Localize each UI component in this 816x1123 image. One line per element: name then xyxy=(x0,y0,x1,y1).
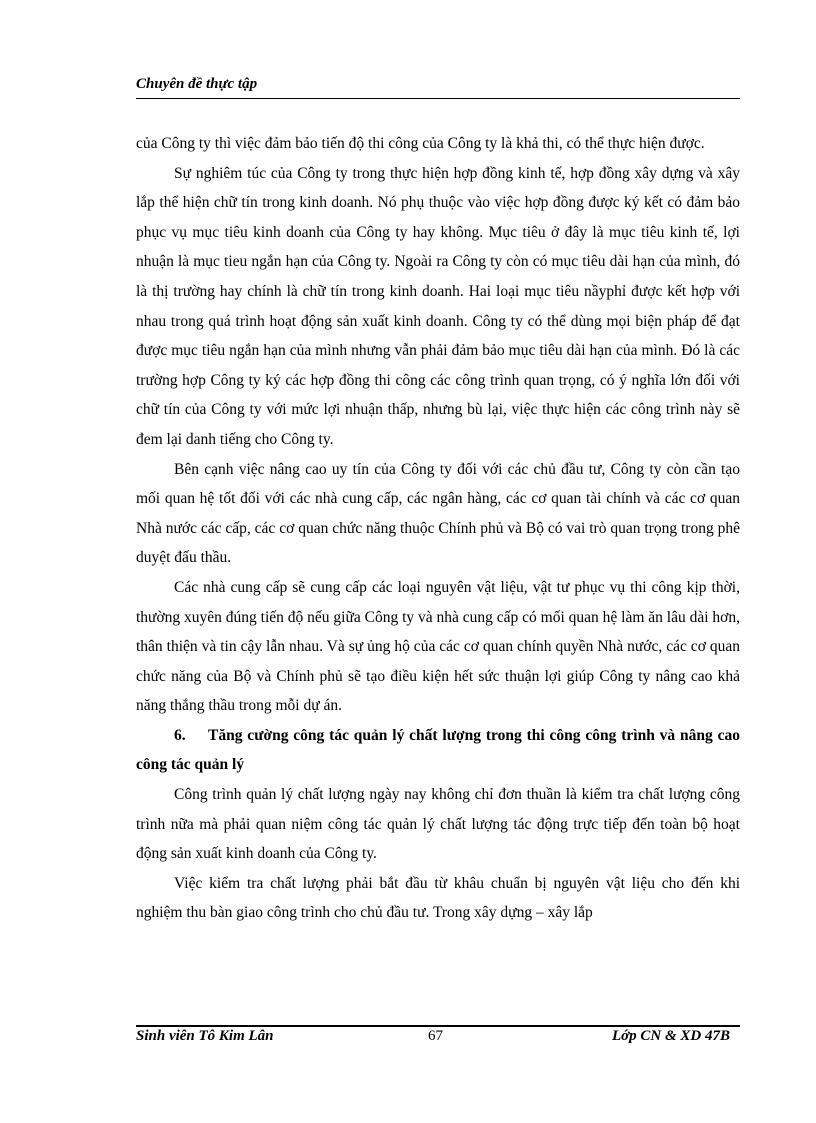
header-title: Chuyên đề thực tập xyxy=(136,76,258,92)
page-footer xyxy=(136,1028,740,1052)
paragraph: Các nhà cung cấp sẽ cung cấp các loại nguyên vật liệu, vật tư phục vụ thi công kịp thời, thường xuyên đúng tiến độ nếu giữa Công ty và nhà cung cấp có mối quan hệ làm ăn lâu dài hơn, thân thiện và tin cậy lẫn nhau. Và sự ủng hộ của các cơ quan chính quyền Nhà nước, các cơ quan chức năng của Bộ và Chính phủ sẽ tạo điều kiện hết sức thuận lợi giúp Công ty nâng cao khả năng thắng thầu trong mỗi dự án. xyxy=(136,578,740,715)
document-body xyxy=(136,129,740,928)
paragraph: Công trình quản lý chất lượng ngày nay không chỉ đơn thuần là kiểm tra chất lượng công trình nữa mà phải quan niệm công tác quản lý chất lượng tác động trực tiếp đến toàn bộ hoạt động sản xuất kinh doanh của Công ty. xyxy=(136,786,740,863)
section-heading-text: Tăng cường công tác quản lý chất lượng trong thi công công trình và nâng cao công tác quản lý xyxy=(136,726,740,774)
section-heading xyxy=(136,721,740,780)
paragraph-continuation: của Công ty thì việc đảm bảo tiến độ thi công của Công ty là khả thi, có thể thực hiện được. xyxy=(136,135,705,152)
page-number: 67 xyxy=(428,1028,443,1044)
paragraph: Việc kiểm tra chất lượng phải bắt đầu từ khâu chuẩn bị nguyên vật liệu cho đến khi nghiệm thu bàn giao công trình cho chủ đầu tư. Trong xây dựng – xây lắp xyxy=(136,874,740,922)
footer-class-label: Lớp CN & XD 47B xyxy=(611,1028,730,1044)
footer-student-name: Sinh viên Tô Kim Lân xyxy=(136,1028,274,1044)
paragraph: Sự nghiêm túc của Công ty trong thực hiện hợp đồng kinh tế, hợp đồng xây dựng và xây lắp thể hiện chữ tín trong kinh doanh. Nó phụ thuộc vào việc hợp đồng được ký kết có đảm bảo phục vụ mục tiêu kinh doanh của Công ty hay không. Mục tiêu ở đây là mục tiêu kinh tế, lợi nhuận là mục tieu ngắn hạn của Công ty. Ngoài ra Công ty còn có mục tiêu dài hạn của mình, đó là thị trường hay chính là chữ tín trong kinh doanh. Hai loại mục tiêu nầyphỉ được kết hợp với nhau trong quá trình hoạt động sản xuất kinh doanh. Công ty có thể dùng mọi biện pháp để đạt được mục tiêu ngắn hạn của mình nhưng vẫn phải đảm bảo mục tiêu dài hạn của mình. Đó là các trường hợp Công ty ký các hợp đồng thi công các công trình quan trọng, có ý nghĩa lớn đối với chữ tín của Công ty với mức lợi nhuận thấp, nhưng bù lại, việc thực hiện các công trình này sẽ đem lại danh tiếng cho Công ty. xyxy=(136,164,740,448)
paragraph: Bên cạnh việc nâng cao uy tín của Công ty đối với các chủ đầu tư, Công ty còn cần tạo mối quan hệ tốt đối với các nhà cung cấp, các ngân hàng, các cơ quan tài chính và các cơ quan Nhà nước các cấp, các cơ quan chức năng thuộc Chính phủ và Bộ có vai trò quan trọng trong phê duyệt đấu thầu. xyxy=(136,460,740,567)
section-heading-number: 6. xyxy=(174,726,186,744)
page-header xyxy=(136,76,740,100)
footer-divider xyxy=(136,1025,740,1027)
header-divider xyxy=(136,98,740,99)
